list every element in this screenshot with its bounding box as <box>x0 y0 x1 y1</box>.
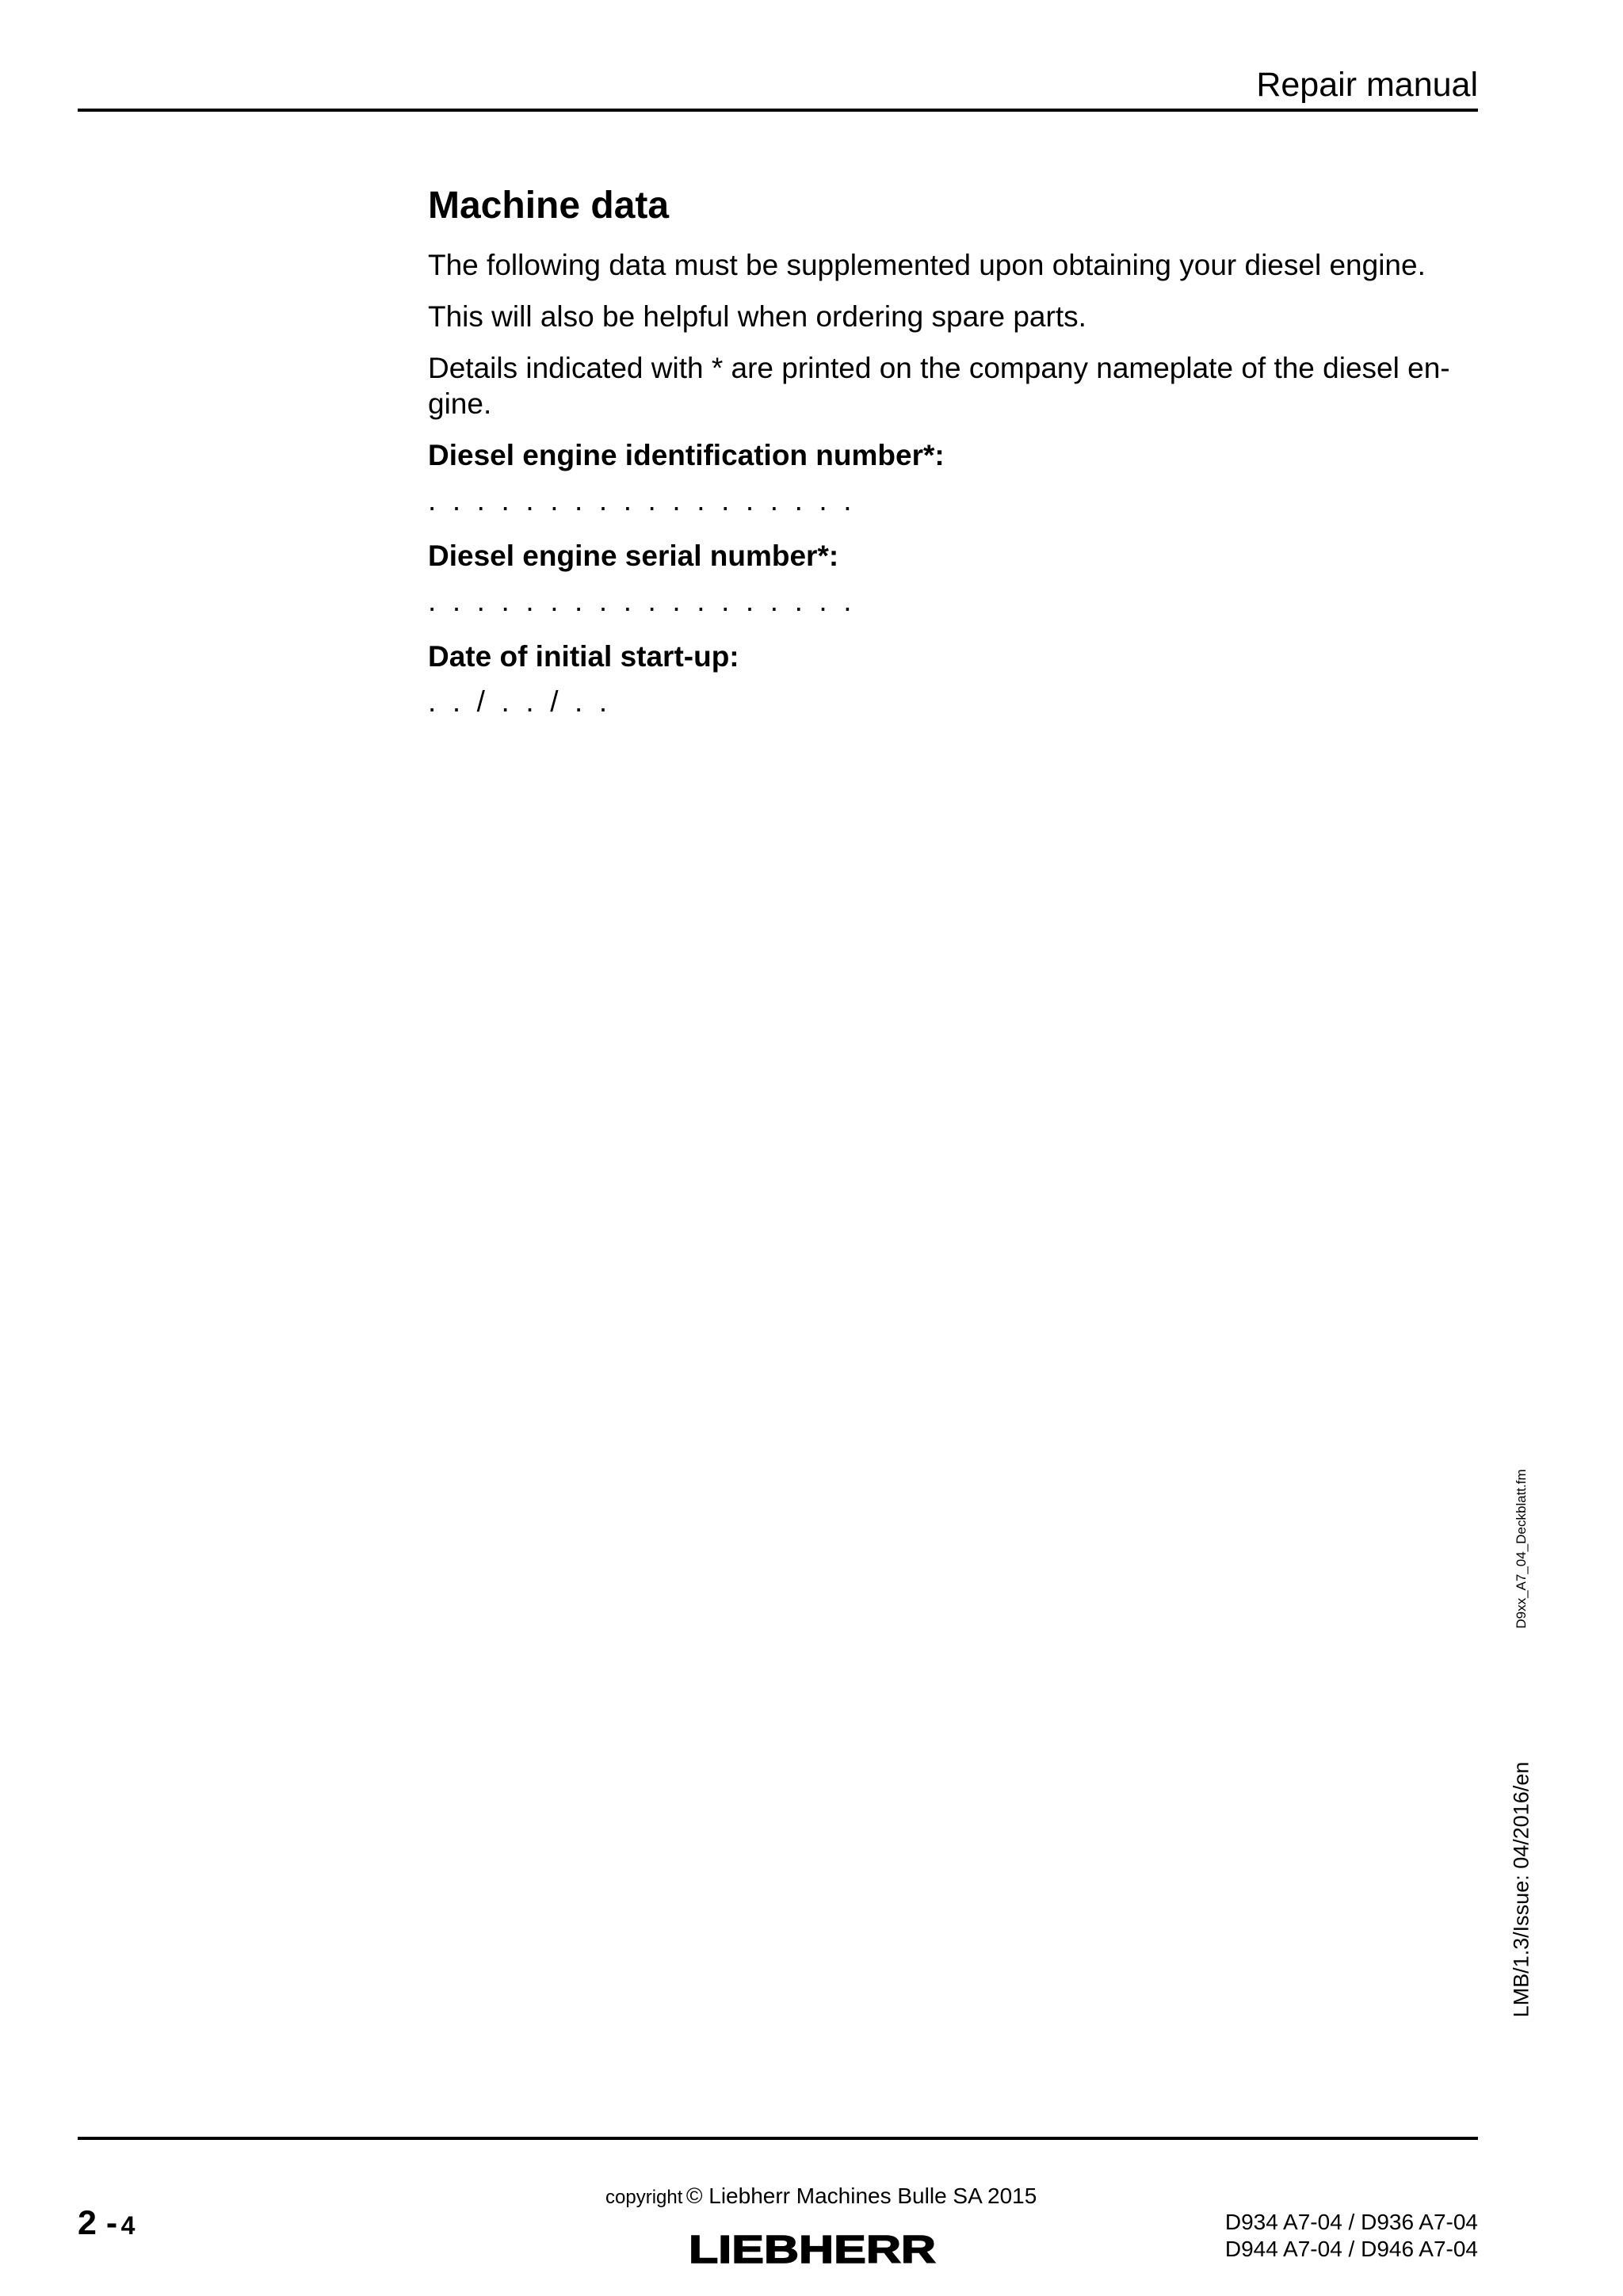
header-title: Repair manual <box>1256 66 1478 104</box>
nameplate-paragraph: Details indicated with * are printed on the company nameplate of the diesel en-gine. <box>428 352 1450 420</box>
copyright-holder: © Liebherr Machines Bulle SA 2015 <box>685 2183 1037 2208</box>
copyright-word: copyright <box>605 2187 683 2208</box>
main-content <box>428 182 1482 739</box>
identification-number-blank: . . . . . . . . . . . . . . . . . . <box>428 484 852 517</box>
side-issue-text: LMB/1.3/Issue: 04/2016/en <box>1509 1761 1533 2018</box>
footer-divider <box>78 2137 1478 2140</box>
model-line-1: D934 A7-04 / D936 A7-04 <box>1224 2210 1478 2234</box>
header-divider <box>78 109 1478 112</box>
side-filename-text: D9xx_A7_04_Deckblatt.fm <box>1514 1469 1529 1629</box>
model-line-2: D944 A7-04 / D946 A7-04 <box>1224 2237 1478 2261</box>
page-num: 4 <box>120 2211 136 2240</box>
spare-parts-paragraph: This will also be helpful when ordering spare parts. <box>428 300 1086 333</box>
start-up-date-blank: . . / . . / . . <box>428 685 608 718</box>
page-number <box>78 2204 135 2243</box>
model-list <box>1225 2209 1478 2263</box>
liebherr-logo <box>686 2231 938 2267</box>
start-up-date-label: Date of initial start-up: <box>428 640 739 673</box>
page-chapter: 2 - <box>78 2204 118 2242</box>
side-filename <box>1511 1466 1532 1632</box>
side-issue <box>1504 1755 1539 2024</box>
liebherr-logo-text: LIEBHERR <box>689 2231 936 2267</box>
identification-number-label: Diesel engine identification number*: <box>428 439 945 471</box>
serial-number-blank: . . . . . . . . . . . . . . . . . . <box>428 585 852 617</box>
section-heading: Machine data <box>428 185 670 227</box>
serial-number-label: Diesel engine serial number*: <box>428 540 839 572</box>
intro-paragraph: The following data must be supplemented upon obtaining your diesel engine. <box>428 249 1426 281</box>
liebherr-logo-graphic <box>686 2231 938 2267</box>
copyright-notice <box>605 2183 1037 2209</box>
